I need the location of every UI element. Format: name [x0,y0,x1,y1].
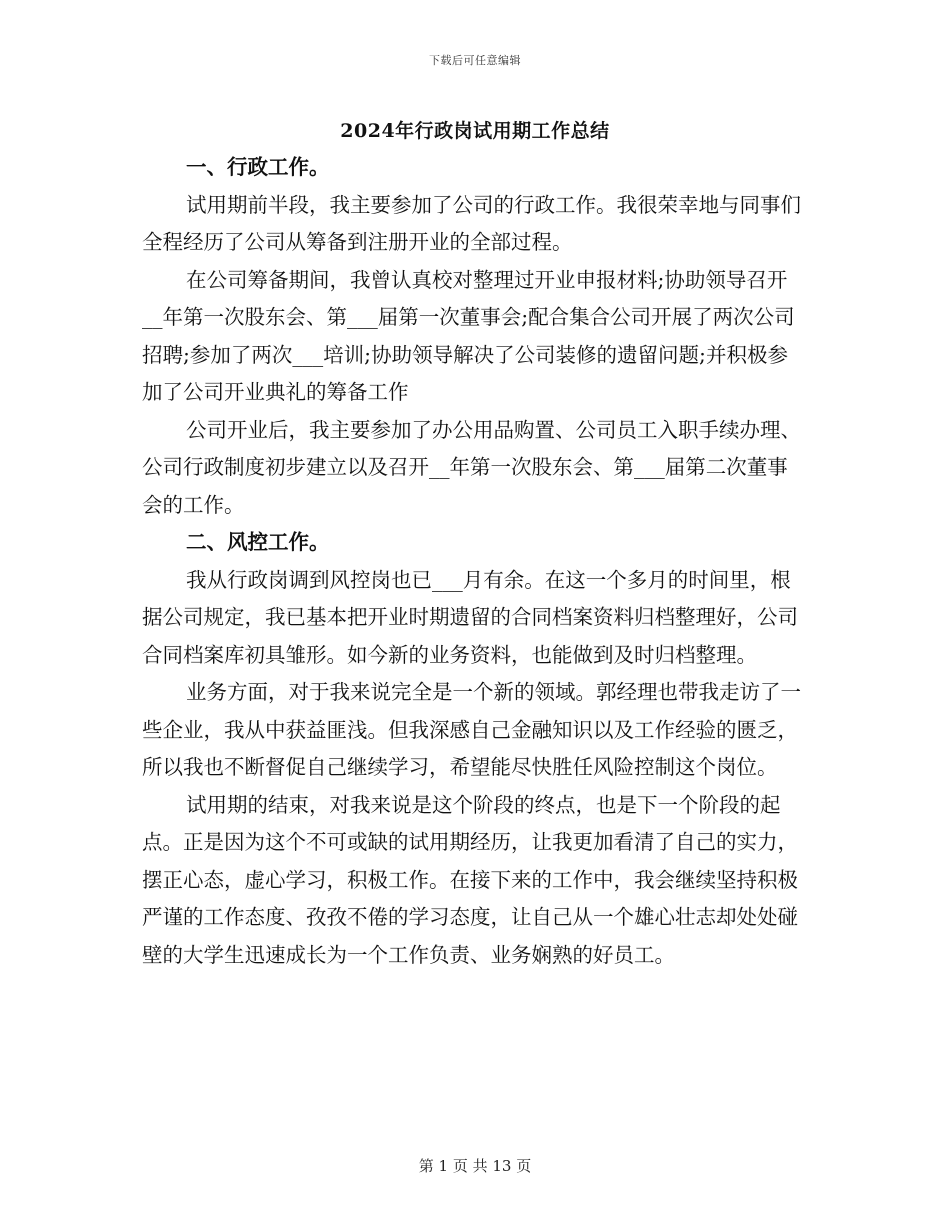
section-heading-risk-control: 二、风控工作。 [186,530,330,554]
paragraph: 试用期的结束，对我来说是这个阶段的终点，也是下一个阶段的起点。正是因为这个不可或缺的试用期经历，让我更加看清了自己的实力，摆正心态，虚心学习，积极工作。在接下来的工作中，我会继续坚持积极严谨的工作态度、孜孜不倦的学习态度，让自己从一个雄心壮志却处处碰壁的大学生迅速成长为一个工作负责、业务娴熟的好员工。 [142,792,798,967]
page-number: 第 1 页 共 13 页 [418,1157,532,1175]
document-title: 2024年行政岗试用期工作总结 [340,120,610,142]
paragraph: 我从行政岗调到风控岗也已___月有余。在这一个多月的时间里，根据公司规定，我已基本把开业时期遗留的合同档案资料归档整理好，公司合同档案库初具雏形。如今新的业务资料，也能做到及时归档整理。 [142,567,798,667]
document-body [142,149,802,974]
paragraph: 业务方面，对于我来说完全是一个新的领域。郭经理也带我走访了一些企业，我从中获益匪浅。但我深感自己金融知识以及工作经验的匮乏，所以我也不断督促自己继续学习，希望能尽快胜任风险控制这个岗位。 [142,680,801,779]
paragraph: 在公司筹备期间，我曾认真校对整理过开业申报材料;协助领导召开__年第一次股东会、第___届第一次董事会;配合集合公司开展了两次公司招聘;参加了两次___培训;协助领导解决了公司装修的遗留问题;并积极参加了公司开业典礼的筹备工作 [142,267,795,404]
paragraph: 公司开业后，我主要参加了办公用品购置、公司员工入职手续办理、公司行政制度初步建立以及召开__年第一次股东会、第___届第二次董事会的工作。 [142,417,801,517]
paragraph: 试用期前半段，我主要参加了公司的行政工作。我很荣幸地与同事们全程经历了公司从筹备到注册开业的全部过程。 [142,192,801,254]
section-heading-administration: 一、行政工作。 [186,155,330,179]
page-header-note: 下载后可任意编辑 [429,54,521,67]
